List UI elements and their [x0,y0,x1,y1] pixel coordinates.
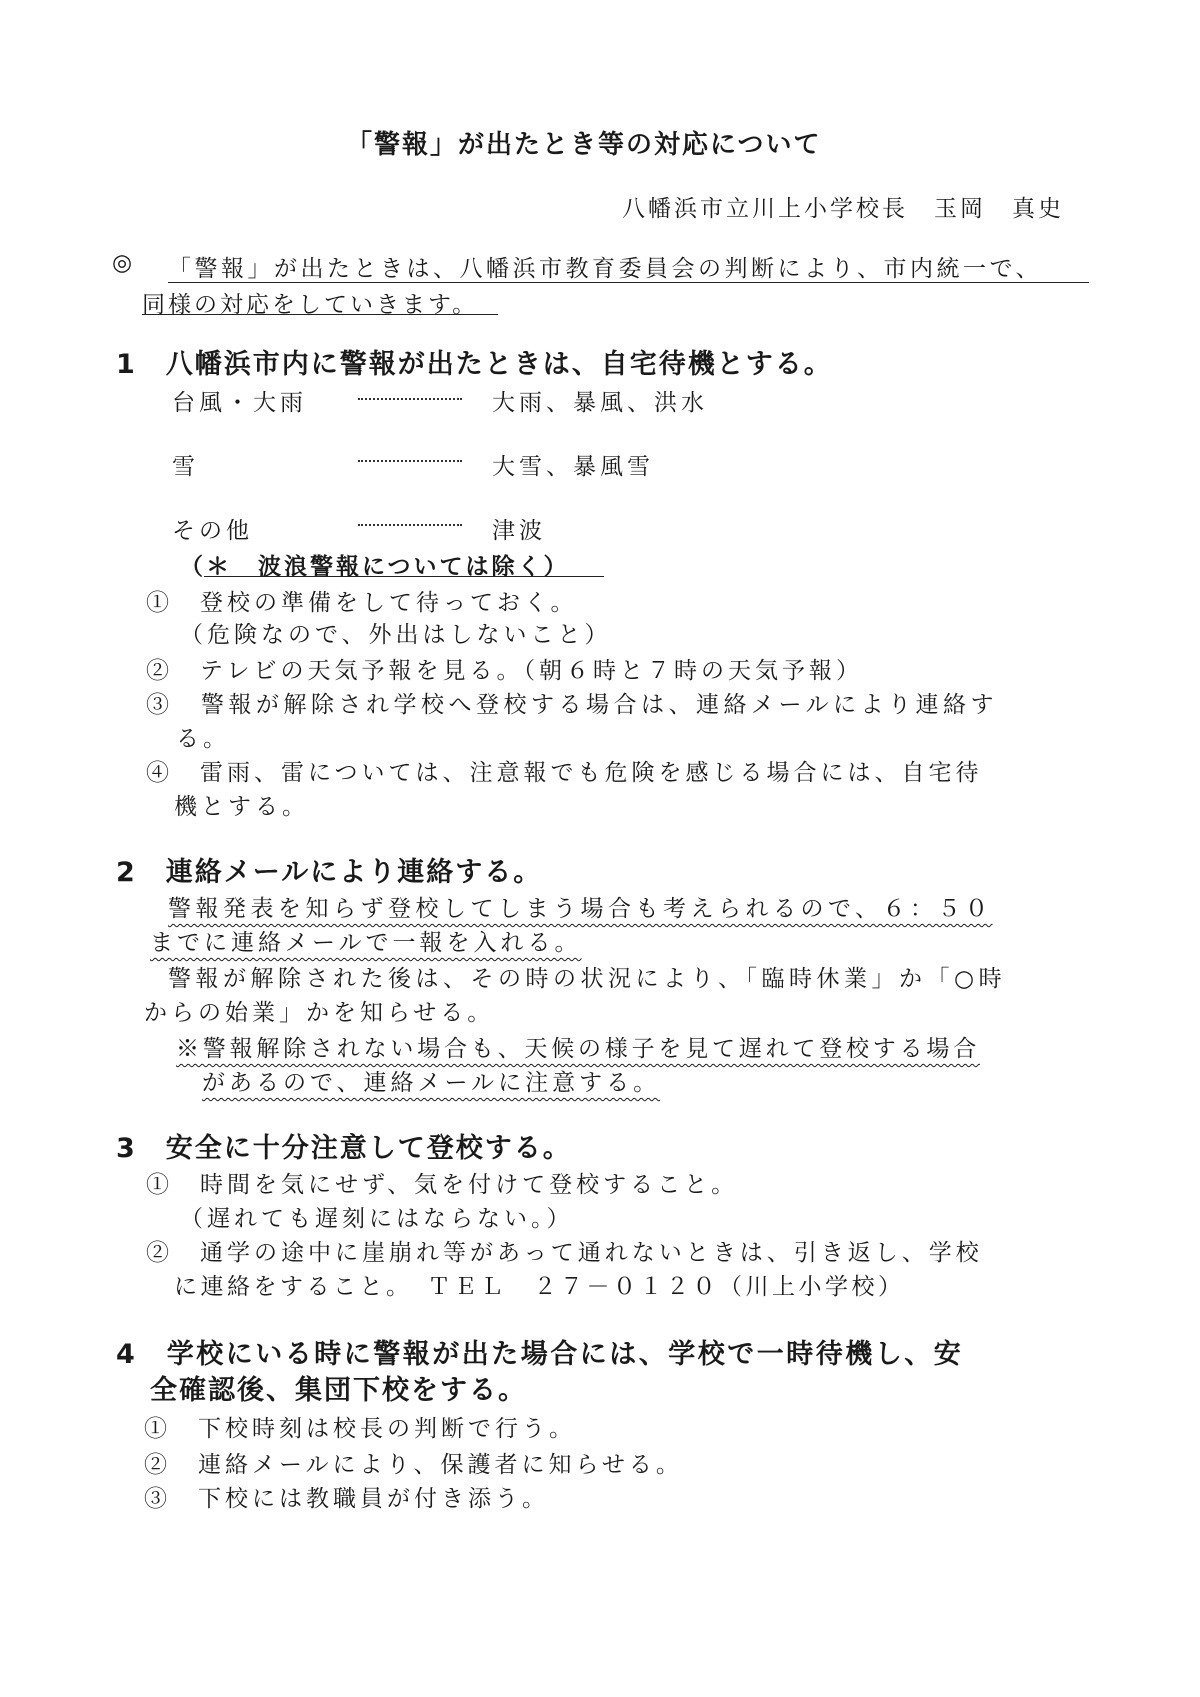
section-2-para-1b: までに連絡メールで一報を入れる。 [150,930,582,956]
section-1-item-4-cont: 機とする。 [174,794,309,820]
section-1-heading: 1 八幡浜市内に警報が出たときは、自宅待機とする。 [116,349,833,380]
intro-underline-2 [142,314,498,315]
section-4-item-2: ② 連絡メールにより、保護者に知らせる。 [144,1452,683,1478]
section-4-heading-b: 全確認後、集団下校をする。 [150,1375,527,1406]
category-value: 大雪、暴風雪 [492,454,654,480]
section-2-para-2b: からの始業」かを知らせる。 [144,1000,495,1026]
section-2-note-b: があるので、連絡メールに注意する。 [202,1070,661,1096]
section-3-heading: 3 安全に十分注意して登校する。 [116,1133,572,1164]
section-4-item-3: ③ 下校には教職員が付き添う。 [144,1486,549,1512]
section-1-item-3: ③ 警報が解除され学校へ登校する場合は、連絡メールにより連絡す [146,692,999,718]
leader-dots [358,460,462,462]
section-2-note-a: ※警報解除されない場合も、天候の様子を見て遅れて登校する場合 [176,1036,980,1062]
intro-line-1: 「警報」が出たときは、八幡浜市教育委員会の判断により、市内統一で、 [168,256,1043,282]
leader-dots [358,524,462,526]
section-4-heading-a: 4 学校にいる時に警報が出た場合には、学校で一時待機し、安 [116,1339,964,1370]
section-1-item-2: ② テレビの天気予報を見る。（朝６時と７時の天気予報） [146,658,864,684]
section-2-para-1a: 警報発表を知らず登校してしまう場合も考えられるので、６：５０ [168,896,993,922]
section-3-item-2: ② 通学の途中に崖崩れ等があって通れないときは、引き返し、学校 [146,1240,983,1266]
intro-line-2: 同様の対応をしていきます。 [142,292,479,318]
category-label: 台風・大雨 [172,390,307,416]
note-underline [204,576,604,577]
section-3-item-1: ① 時間を気にせず、気を付けて登校すること。 [146,1172,739,1198]
section-3-item-2-cont: に連絡をすること。 ＴＥＬ ２７－０１２０（川上小学校） [174,1274,905,1300]
author-line: 八幡浜市立川上小学校長 玉岡 真史 [622,196,1064,222]
category-value: 大雨、暴風、洪水 [492,390,708,416]
section-1-item-4: ④ 雷雨、雷については、注意報でも危険を感じる場合には、自宅待 [146,760,983,786]
intro-underline-1 [168,282,1089,283]
leader-dots [358,398,462,400]
document-title: 「警報」が出たとき等の対応について [346,130,822,160]
intro-mark: ◎ [112,250,137,276]
section-1-item-1: ① 登校の準備をして待っておく。 [146,590,578,616]
category-label: 雪 [172,454,199,480]
category-label: その他 [172,518,253,544]
section-2-para-2a: 警報が解除された後は、その時の状況により、「臨時休業」か「○時 [168,966,1007,992]
section-3-item-1-sub: （遅れても遅刻にはならない。） [180,1206,574,1232]
section-4-item-1: ① 下校時刻は校長の判断で行う。 [144,1416,576,1442]
section-1-item-1-sub: （危険なので、外出はしないこと） [180,622,612,648]
section-1-item-3-cont: る。 [176,726,230,752]
section-2-heading: 2 連絡メールにより連絡する。 [116,857,543,888]
category-value: 津波 [492,518,546,544]
wave-warning-note: （＊ 波浪警報については除く） [180,554,570,580]
